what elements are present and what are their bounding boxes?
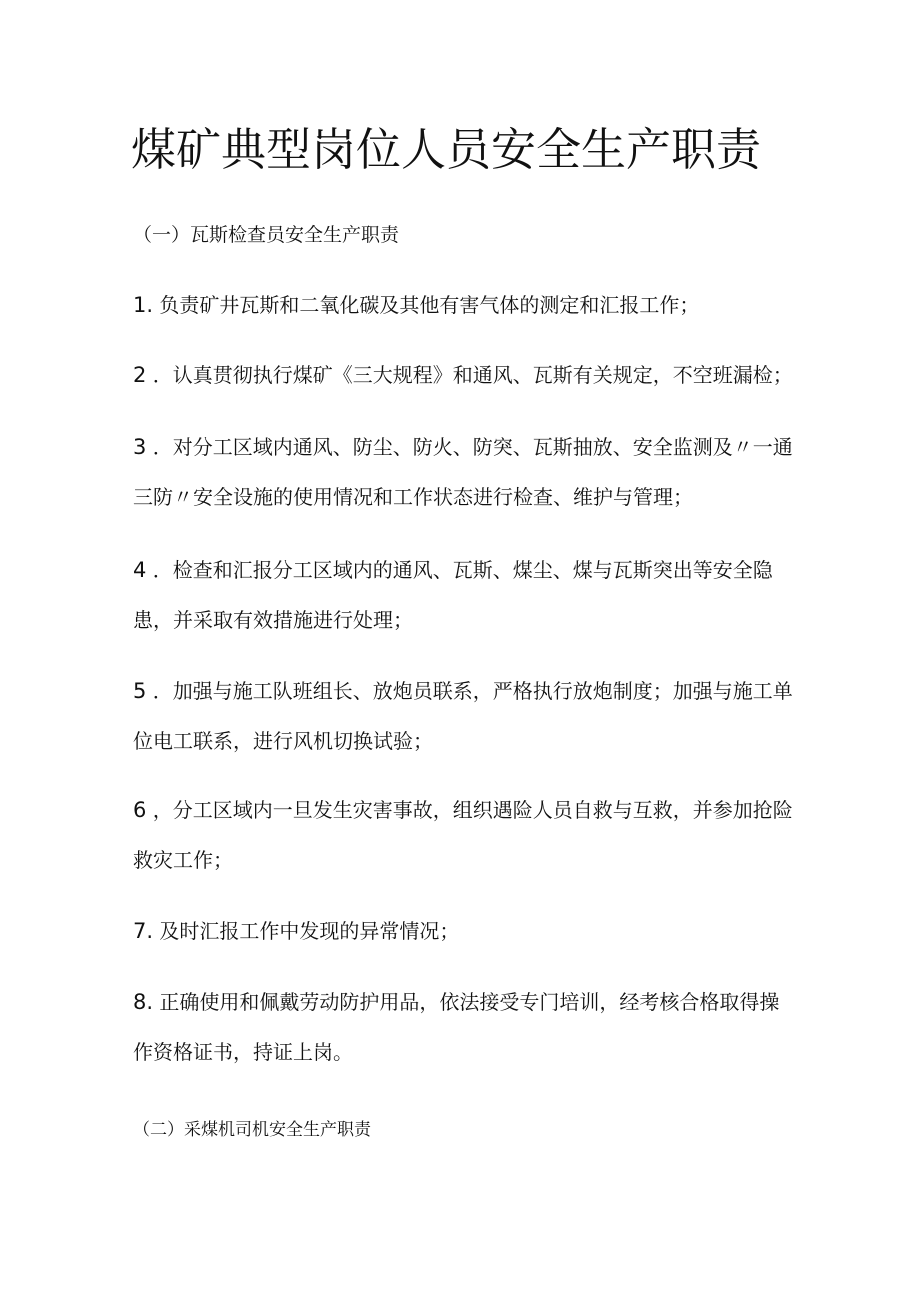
section-heading-1: （一）瓦斯检查员安全生产职责: [133, 224, 400, 246]
list-item: [133, 545, 793, 645]
item-number: 3: [133, 435, 147, 459]
item-text: ．对分工区域内通风、防尘、防火、防突、瓦斯抽放、安全监测及〃一通三防〃安全设施的使用情况和工作状态进行检查、维护与管理；: [133, 435, 793, 509]
item-number: 2: [133, 363, 147, 387]
item-text: ，分工区域内一旦发生灾害事故，组织遇险人员自救与互救，并参加抢险救灾工作；: [133, 798, 793, 872]
list-item: [133, 906, 793, 956]
list-item: [133, 666, 793, 766]
list-item: [133, 280, 793, 330]
list-item: [133, 422, 793, 522]
item-number: 8.: [133, 990, 154, 1014]
item-number: 1.: [133, 293, 154, 317]
list-item: [133, 350, 793, 400]
item-text: ．加强与施工队班组长、放炮员联系，严格执行放炮制度；加强与施工单位电工联系，进行风机切换试验；: [133, 679, 793, 753]
section-heading-2: （二）采煤机司机安全生产职责: [133, 1120, 371, 1140]
list-item: [133, 785, 793, 885]
item-text: 负责矿井瓦斯和二氧化碳及其他有害气体的测定和汇报工作；: [159, 293, 700, 317]
item-text: 正确使用和佩戴劳动防护用品，依法接受专门培训，经考核合格取得操作资格证书，持证上岗。: [133, 990, 780, 1064]
item-text: 及时汇报工作中发现的异常情况；: [159, 919, 460, 943]
item-text: ．认真贯彻执行煤矿《三大规程》和通风、瓦斯有关规定，不空班漏检；: [152, 363, 793, 387]
item-text: ．检查和汇报分工区域内的通风、瓦斯、煤尘、煤与瓦斯突出等安全隐患，并采取有效措施进行处理；: [133, 558, 773, 632]
item-number: 6: [133, 798, 147, 822]
item-number: 4: [133, 558, 147, 582]
document-title: 煤矿典型岗位人员安全生产职责: [131, 123, 762, 176]
list-item: [133, 977, 793, 1077]
item-number: 5: [133, 679, 147, 703]
item-number: 7.: [133, 919, 154, 943]
